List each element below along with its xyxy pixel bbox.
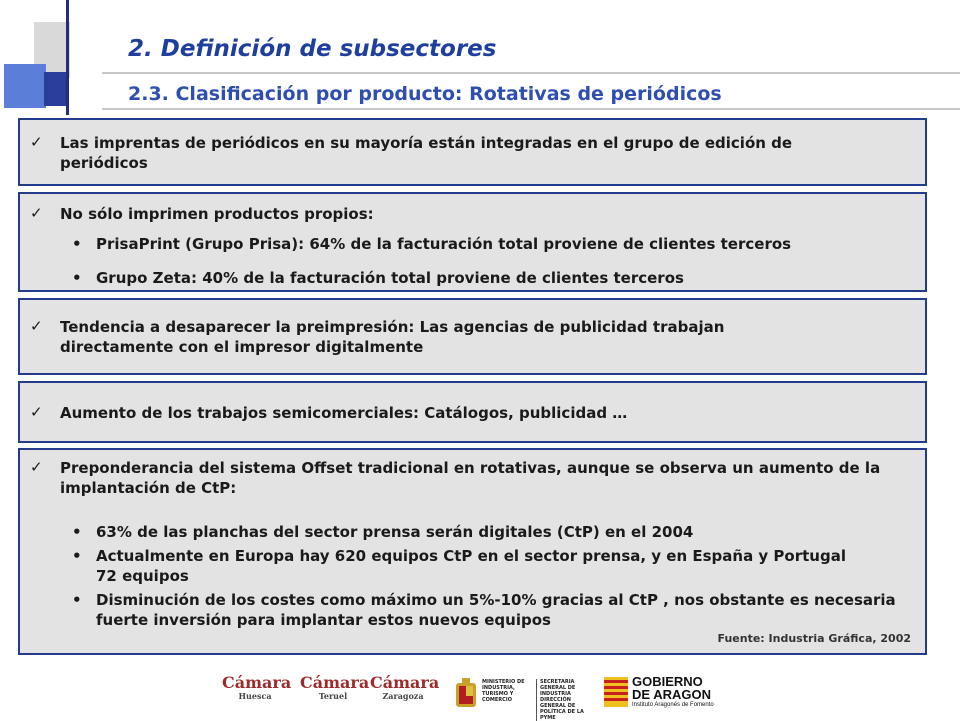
- bullet-icon: •: [72, 547, 82, 565]
- content-box: [18, 118, 927, 186]
- checkmark-icon: ✓: [30, 458, 43, 476]
- camara-name: Cámara: [222, 673, 292, 692]
- checkmark-icon: ✓: [30, 317, 43, 335]
- check-point: [30, 403, 890, 423]
- bullet-icon: •: [72, 269, 82, 287]
- bullet-item: [72, 268, 912, 288]
- page-title: 2. Definición de subsectores: [128, 36, 497, 62]
- checkmark-icon: ✓: [30, 204, 43, 222]
- camara-zaragoza-logo: [370, 673, 440, 715]
- check-point: [30, 204, 890, 224]
- check-point: [30, 133, 880, 173]
- checkmark-icon: ✓: [30, 403, 43, 421]
- bullet-item: [72, 522, 902, 542]
- bullet-text: Disminución de los costes como máximo un 5%-10% gracias al CtP , nos obstante es necesaria fuerte inversión para implantar estos nuevos equipos: [96, 591, 896, 629]
- header-divider: [102, 108, 960, 110]
- camara-city: Huesca: [238, 691, 272, 701]
- camara-huesca-logo: [222, 673, 292, 715]
- bullet-icon: •: [72, 235, 82, 253]
- point-text: Preponderancia del sistema Offset tradicional en rotativas, aunque se observa un aumento de la implantación de CtP:: [60, 459, 881, 497]
- point-text: Tendencia a desaparecer la preimpresión: Las agencias de publicidad trabajan directamente con el impresor digitalmente: [60, 318, 725, 356]
- camara-name: Cámara: [370, 673, 440, 692]
- camara-name: Cámara: [300, 673, 370, 692]
- content-box: [18, 448, 927, 655]
- bullet-item: [72, 546, 852, 586]
- content-box: [18, 298, 927, 375]
- ministerio-logo: [452, 675, 592, 721]
- header-vertical-rule: [66, 0, 69, 115]
- content-box: [18, 381, 927, 443]
- gobierno-aragon-logo: [604, 675, 724, 715]
- source-note: Fuente: Industria Gráfica, 2002: [717, 632, 911, 645]
- bullet-item: [72, 234, 912, 254]
- bullet-text: Grupo Zeta: 40% de la facturación total proviene de clientes terceros: [96, 269, 684, 287]
- camara-city: Zaragoza: [382, 691, 424, 701]
- content-box: [18, 192, 927, 292]
- secretaria-text: SECRETARIA GENERAL DE INDUSTRIA DIRECCIÓN GENERAL DE POLÍTICA DE LA PYME: [536, 679, 592, 721]
- point-text: Aumento de los trabajos semicomerciales: Catálogos, publicidad …: [60, 404, 628, 422]
- aragon-flag-icon: [604, 677, 628, 707]
- camara-city: Teruel: [318, 691, 348, 701]
- page-subtitle: 2.3. Clasificación por producto: Rotativas de periódicos: [128, 83, 722, 105]
- bullet-text: PrisaPrint (Grupo Prisa): 64% de la facturación total proviene de clientes terceros: [96, 235, 792, 253]
- coat-of-arms-icon: [452, 677, 480, 711]
- point-text: Las imprentas de periódicos en su mayoría están integradas en el grupo de edición de periódicos: [60, 134, 793, 172]
- camara-teruel-logo: [300, 673, 370, 715]
- bullet-icon: •: [72, 591, 82, 609]
- gobierno-line1: GOBIERNO: [632, 674, 703, 689]
- bullet-item: [72, 590, 902, 630]
- header-decoration-square: [4, 64, 46, 108]
- bullet-icon: •: [72, 523, 82, 541]
- gobierno-line3: Instituto Aragonés de Fomento: [632, 702, 714, 708]
- header-decoration-square: [44, 72, 68, 106]
- bullet-text: Actualmente en Europa hay 620 equipos CtP en el sector prensa, y en España y Portugal 72 equipos: [96, 547, 846, 585]
- gobierno-line2: DE ARAGON: [632, 687, 711, 702]
- ministerio-text: MINISTERIO DE INDUSTRIA, TURISMO Y COMERCIO: [482, 679, 525, 703]
- point-text: No sólo imprimen productos propios:: [60, 205, 374, 223]
- checkmark-icon: ✓: [30, 133, 43, 151]
- bullet-text: 63% de las planchas del sector prensa serán digitales (CtP) en el 2004: [96, 523, 694, 541]
- header-divider: [102, 72, 960, 74]
- check-point: [30, 317, 750, 357]
- check-point: [30, 458, 900, 498]
